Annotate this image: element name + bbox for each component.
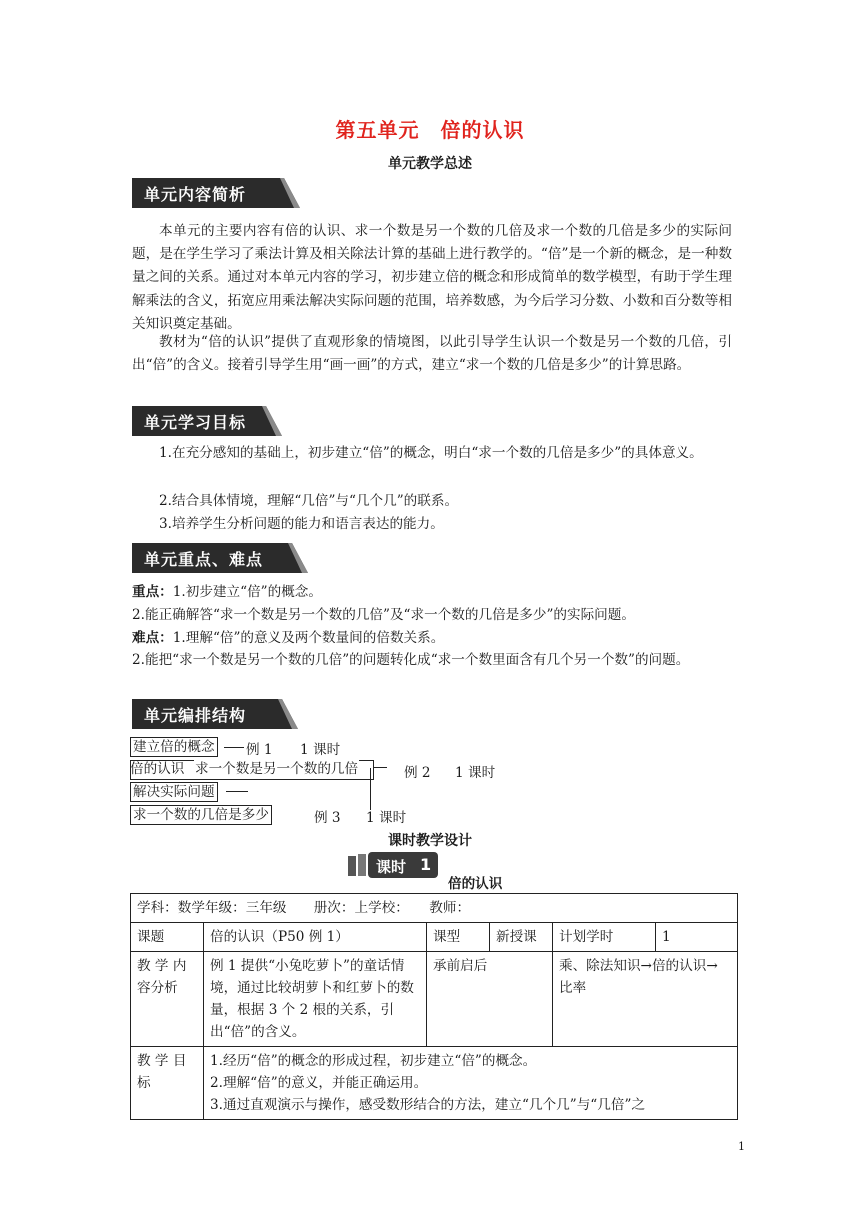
table-row bbox=[131, 894, 738, 923]
table-cell-goals-value bbox=[204, 1047, 738, 1120]
structure-node-times-of: 求一个数是另一个数的几倍 bbox=[195, 761, 359, 777]
structure-hours: 1 课时 bbox=[300, 742, 341, 758]
difficulty-label: 难点： bbox=[132, 630, 173, 646]
structure-node-concept: 建立倍的概念 bbox=[130, 737, 218, 757]
structure-node-problem: 解决实际问题 bbox=[130, 782, 218, 802]
table-cell-topic-label: 课题 bbox=[131, 923, 204, 952]
table-cell-bridge-value: 乘、除法知识→倍的认识→比率 bbox=[553, 952, 738, 1047]
difficulty-line: 2.能把“求一个数是另一个数的几倍”的问题转化成“求一个数里面含有几个另一个数”的问题。 bbox=[132, 652, 690, 668]
table-cell-analysis-value: 例 1 提供“小兔吃萝卜”的童话情境，通过比较胡萝卜和红萝卜的数量，根据 3 个 2 根的关系，引出“倍”的含义。 bbox=[204, 952, 427, 1047]
table-cell-header: 学科：数学年级：三年级 册次：上学校： 教师： bbox=[131, 894, 738, 923]
goal-line: 3.通过直观演示与操作，感受数形结合的方法，建立“几个几”与“几倍”之 bbox=[210, 1097, 645, 1113]
section-header-label: 单元内容简析 bbox=[144, 185, 247, 204]
connector-line bbox=[370, 768, 371, 810]
connector-line bbox=[226, 791, 248, 792]
table-row bbox=[131, 1047, 738, 1120]
table-cell-hours-label: 计划学时 bbox=[553, 923, 656, 952]
goal-item: 1.在充分感知的基础上，初步建立“倍”的概念，明白“求一个数的几倍是多少”的具体意义。 bbox=[159, 445, 703, 461]
structure-example: 例 3 bbox=[314, 810, 341, 826]
structure-node-multiple: 求一个数的几倍是多少 bbox=[130, 805, 272, 825]
table-cell-goals-label: 教 学 目标 bbox=[131, 1047, 204, 1120]
table-row bbox=[131, 952, 738, 1047]
key-point-line: 2.能正确解答“求一个数是另一个数的几倍”及“求一个数的几倍是多少”的实际问题。 bbox=[132, 607, 635, 623]
section-header-label: 单元重点、难点 bbox=[144, 550, 264, 569]
table-cell-analysis-label: 教 学 内容分析 bbox=[131, 952, 204, 1047]
goal-line: 2.理解“倍”的意义，并能正确运用。 bbox=[210, 1075, 428, 1091]
section-header-label: 单元学习目标 bbox=[144, 413, 247, 432]
lesson-badge-label: 课时 bbox=[376, 858, 407, 876]
table-row bbox=[131, 923, 738, 952]
structure-hours: 1 课时 bbox=[455, 765, 496, 781]
structure-example: 例 2 bbox=[404, 765, 431, 781]
goal-line: 1.经历“倍”的概念的形成过程，初步建立“倍”的概念。 bbox=[210, 1053, 537, 1069]
page-number: 1 bbox=[738, 1140, 745, 1153]
lesson-plan-table bbox=[130, 893, 738, 1120]
connector-line bbox=[373, 767, 387, 768]
lesson-design-heading: 课时教学设计 bbox=[388, 833, 472, 849]
structure-hours: 1 课时 bbox=[366, 810, 407, 826]
lesson-title: 倍的认识 bbox=[448, 876, 503, 892]
content-paragraph: 本单元的主要内容有倍的认识、求一个数是另一个数的几倍及求一个数的几倍是多少的实际问题，是在学生学习了乘法计算及相关除法计算的基础上进行教学的。“倍”是一个新的概念，是一种数量之间的关系。通过对本单元内容的学习，初步建立倍的概念和形成简单的数学模型，有助于学生理解乘法的含义，拓宽应用乘法解决实际问题的范围，培养数感，为今后学习分数、小数和百分数等相关知识奠定基础。 bbox=[132, 223, 732, 332]
key-point-label: 重点： bbox=[132, 584, 173, 600]
table-cell-bridge-label: 承前启后 bbox=[427, 952, 553, 1047]
lesson-badge-number: 1 bbox=[420, 855, 432, 874]
content-paragraph: 教材为“倍的认识”提供了直观形象的情境图，以此引导学生认识一个数是另一个数的几倍，引出“倍”的含义。接着引导学生用“画一画”的方式，建立“求一个数的几倍是多少”的计算思路。 bbox=[132, 334, 732, 374]
structure-root: 倍的认识 bbox=[130, 761, 185, 777]
difficulty-text: 1.理解“倍”的意义及两个数量间的倍数关系。 bbox=[172, 630, 445, 646]
table-cell-topic-value: 倍的认识（P50 例 1） bbox=[204, 923, 427, 952]
lesson-badge bbox=[346, 852, 442, 880]
key-point-text: 1.初步建立“倍”的概念。 bbox=[172, 584, 322, 600]
section-header-label: 单元编排结构 bbox=[144, 706, 247, 725]
table-cell-hours-value: 1 bbox=[656, 923, 738, 952]
page-title: 第五单元 倍的认识 bbox=[335, 118, 525, 142]
goal-item: 3.培养学生分析问题的能力和语言表达的能力。 bbox=[159, 516, 444, 532]
connector-line bbox=[224, 747, 244, 748]
structure-example: 例 1 bbox=[246, 742, 273, 758]
page-subtitle: 单元教学总述 bbox=[388, 156, 472, 172]
goal-item: 2.结合具体情境，理解“几倍”与“几个几”的联系。 bbox=[159, 493, 459, 509]
table-cell-type-label: 课型 bbox=[427, 923, 490, 952]
table-cell-type-value: 新授课 bbox=[490, 923, 553, 952]
